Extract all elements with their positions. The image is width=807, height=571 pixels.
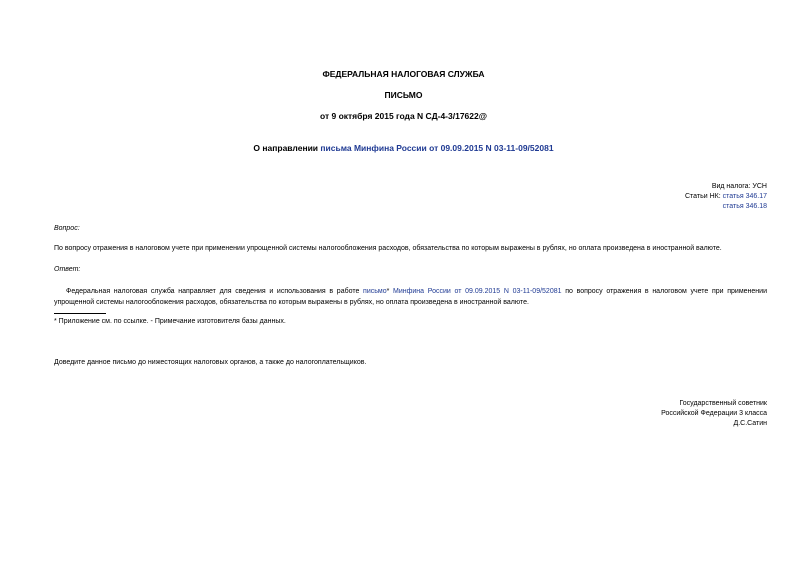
answer-suffix: по вопросу отражения в налоговом учете при применении упрощенной системы налогообложения расходов, обязательства по которым выражены в рублях, но оплата произведена в иностранной валюте. [54, 288, 767, 306]
document-subject [0, 143, 807, 154]
subject-prefix: О направлении [253, 143, 321, 153]
articles-label: Статьи НК: [684, 193, 723, 200]
article-link-346-17[interactable]: статья 346.17 [722, 193, 767, 200]
document-date-number: от 9 октября 2015 года N СД-4-3/17622@ [319, 111, 488, 121]
subject-link[interactable]: письма Минфина России от 09.09.2015 N 03-11-09/52081 [320, 143, 554, 153]
document-type: ПИСЬМО [384, 90, 423, 100]
answer-label: Ответ: [54, 266, 81, 273]
answer-text [54, 286, 767, 308]
tax-type: Вид налога: УСН [711, 183, 767, 190]
instruction-text: Доведите данное письмо до нижестоящих налоговых органов, а также до налогоплательщиков. [54, 359, 367, 366]
signature-rank: Российской Федерации 3 класса [661, 410, 767, 417]
question-text: По вопросу отражения в налоговом учете при применении упрощенной системы налогообложения расходов, обязательства по которым выражены в рублях, но оплата произведена в иностранной валюте. [54, 245, 722, 252]
tax-articles [685, 193, 767, 202]
signature-name: Д.С.Сатин [733, 420, 767, 427]
signature-position: Государственный советник [679, 400, 767, 407]
answer-prefix: Федеральная налоговая служба направляет для сведения и использования в работе [66, 288, 364, 295]
footnote-separator [54, 313, 106, 314]
tax-article-2 [723, 203, 767, 212]
footnote-mark: * [386, 288, 390, 295]
question-label: Вопрос: [54, 225, 80, 232]
article-link-346-18[interactable]: статья 346.18 [722, 203, 767, 210]
agency-title: ФЕДЕРАЛЬНАЯ НАЛОГОВАЯ СЛУЖБА [322, 69, 485, 79]
footnote-text: * Приложение см. по ссылке. - Примечание изготовителя базы данных. [54, 318, 286, 325]
minfin-letter-link[interactable]: Минфина России от 09.09.2015 N 03-11-09/52081 [389, 288, 562, 295]
letter-link[interactable]: письмо [363, 288, 387, 295]
